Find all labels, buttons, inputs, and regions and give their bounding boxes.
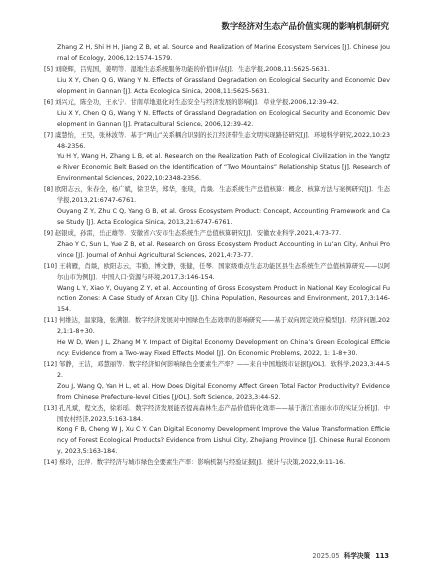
reference-number: [10] xyxy=(44,262,57,270)
reference-item xyxy=(44,65,390,97)
reference-text-zh: 赵银成，孙雷，岳正雄等．安徽省六安市生态系统生产总值核算研究[J]．安徽农业科学,2021,4:73-77. xyxy=(54,230,342,238)
reference-item xyxy=(44,404,390,458)
reference-text-zh: 欧阳志云，朱春全，杨广斌，徐卫华，郑华，张琰，肖燚．生态系统生产总值核算：概念、核算方法与案例研究[J]．生态学报,2013,21:6747-6761. xyxy=(54,186,390,205)
reference-english: He W D, Wen J L, Zhang M Y. Impact of Digital Economy Development on China’s Green Ecological Efficiency: Evidence from a Two-way Fixed Effects Model [J]. On Economic Problems, 2022, 1: 1-8+30. xyxy=(57,339,390,357)
reference-number: [8] xyxy=(44,186,53,194)
reference-english: Ouyang Z Y, Zhu C Q, Yang G B, et al. Gross Ecosystem Product: Concept, Accounting Framework and Case Study [J]. Acta Ecologica Sinica, 2013,21:6747-6761. xyxy=(57,207,390,226)
reference-item xyxy=(44,185,390,228)
reference-english: Zou J, Wang Q, Yan H L, et al. How Does Digital Economy Affect Green Total Factor Productivity? Evidence from Chinese Prefecture-level Cities [J/OL]. Soft Science, 2023,3:44-52. xyxy=(57,382,390,401)
reference-english: Zhang Z H, Shi H H, Jiang Z B, et al. Source and Realization of Marine Ecosystem Services [J]. Chinese Journal of Ecology, 2006,12:1574-1579. xyxy=(57,44,390,62)
reference-text-zh: 王莉雁，肖燚，欧阳志云，韦勤，博文静，张健，任琴．国家级重点生态功能区县生态系统生产总值核算研究——以阿尔山市为例[J]．中国人口·资源与环境,2017,3:146-154. xyxy=(57,262,390,281)
running-header: 数字经济对生态产品价值实现的影响机制研究 xyxy=(221,21,389,31)
reference-text-zh: 刘晓辉，吕宪国，姜明等．湿地生态系统服务功能的价值评估[J]．生态学报,2008,11:5625-5631. xyxy=(54,66,330,74)
reference-text-zh: 邹静，王洁，邓慧丽等．数字经济如何影响绿色全要素生产率？——来自中国地级市证据[J/OL]．软科学,2023,3:44-52. xyxy=(57,361,390,379)
reference-item xyxy=(44,98,390,130)
reference-item xyxy=(44,360,390,403)
reference-english: Liu X Y, Chen Q G, Wang Y N. Effects of Grassland Degradation on Ecological Security and Economic Development in Gannan [J]. Acta Ecologica Sinica, 2008,11:5625-5631. xyxy=(57,76,390,95)
reference-text-zh: 蔡玲，汪萍．数字经济与城市绿色全要素生产率：影响机制与经验证据[J]．统计与决策,2022,9:11-16. xyxy=(58,459,346,467)
reference-english: Liu X Y, Chen Q G, Wang Y N. Effects of Grassland Degradation on Ecological Security and Economic Development in Gannan [J]. Pratacultural Science, 2006,12:39-42. xyxy=(57,109,390,128)
reference-number: [6] xyxy=(44,98,53,106)
reference-list xyxy=(44,43,390,470)
reference-chinese xyxy=(44,229,390,240)
reference-number: [9] xyxy=(44,230,53,238)
page-footer xyxy=(312,550,389,560)
page-number: 113 xyxy=(375,552,389,560)
reference-chinese xyxy=(44,131,390,153)
reference-english: Zhao Y C, Sun L, Yue Z B, et al. Research on Gross Ecosystem Product Accounting in Lu’an City, Anhui Province [J]. Journal of Anhui Agricultural Sciences, 2021,4:73-77. xyxy=(57,240,390,259)
reference-text-zh: 虞慧怡，王昊，张林波等．基于“两山”关系耦合识别的长江经济带生态文明实现路径研究[J]．环境科学研究,2022,10:2348-2356. xyxy=(54,131,390,150)
reference-chinese xyxy=(44,185,390,207)
reference-english: Yu H Y, Wang H, Zhang L B, et al. Research on the Realization Path of Ecological Civilization in the Yangtze River Economic Belt Based on the Identification of “Two Mountains” Relationship Status [J]. Research of Environmental Sciences, 2022,10:2348-2356. xyxy=(57,153,390,183)
reference-english: Wang L Y, Xiao Y, Ouyang Z Y, et al. Accounting of Gross Ecosystem Product in National Key Ecological Function Zones: A Case Study of Arxan City [J]. China Population, Resources and Environment, 2017,3:146-154. xyxy=(57,284,390,314)
reference-chinese xyxy=(44,65,390,76)
journal-name: 科学决策 xyxy=(343,552,371,560)
reference-item xyxy=(44,458,390,469)
reference-english: Kong F B, Cheng W J, Xu C Y. Can Digital Economy Development Improve the Value Transformation Efficiency of Forest Ecological Products? Evidence from Lishui City, Zhejiang Province [J]. Chinese Rural Economy, 2023,5:163-184. xyxy=(57,426,390,455)
reference-item xyxy=(44,43,390,65)
reference-number: [14] xyxy=(44,459,57,467)
reference-number: [5] xyxy=(44,66,53,74)
reference-chinese xyxy=(44,316,390,338)
reference-item xyxy=(44,316,390,359)
reference-chinese xyxy=(44,404,390,426)
reference-text-zh: 何维达，温家隆，张满银．数字经济发展对中国绿色生态效率的影响研究——基于双向固定效应模型[J]．经济问题,2022,1:1-8+30. xyxy=(57,317,390,336)
reference-number: [11] xyxy=(44,317,57,325)
reference-chinese xyxy=(44,98,390,109)
reference-number: [7] xyxy=(44,131,53,139)
reference-chinese xyxy=(44,458,390,469)
reference-number: [12] xyxy=(44,361,57,369)
reference-item xyxy=(44,229,390,261)
reference-item xyxy=(44,131,390,185)
issue-date: 2025.05 xyxy=(312,552,340,560)
reference-text-zh: 刘兴元，陈全功，王永宁．甘南草地退化对生态安全与经济发展的影响[J]．草业学报,2006,12:39-42. xyxy=(54,98,339,106)
reference-number: [13] xyxy=(44,404,57,412)
reference-chinese xyxy=(44,360,390,382)
reference-text-zh: 孔凡斌，程文杰，徐彩瑶．数字经济发展能否提高森林生态产品价值转化效率——基于浙江省丽水市的实证分析[J]．中国农村经济,2023,5:163-184. xyxy=(57,404,390,423)
reference-chinese xyxy=(44,262,390,284)
reference-item xyxy=(44,262,390,316)
